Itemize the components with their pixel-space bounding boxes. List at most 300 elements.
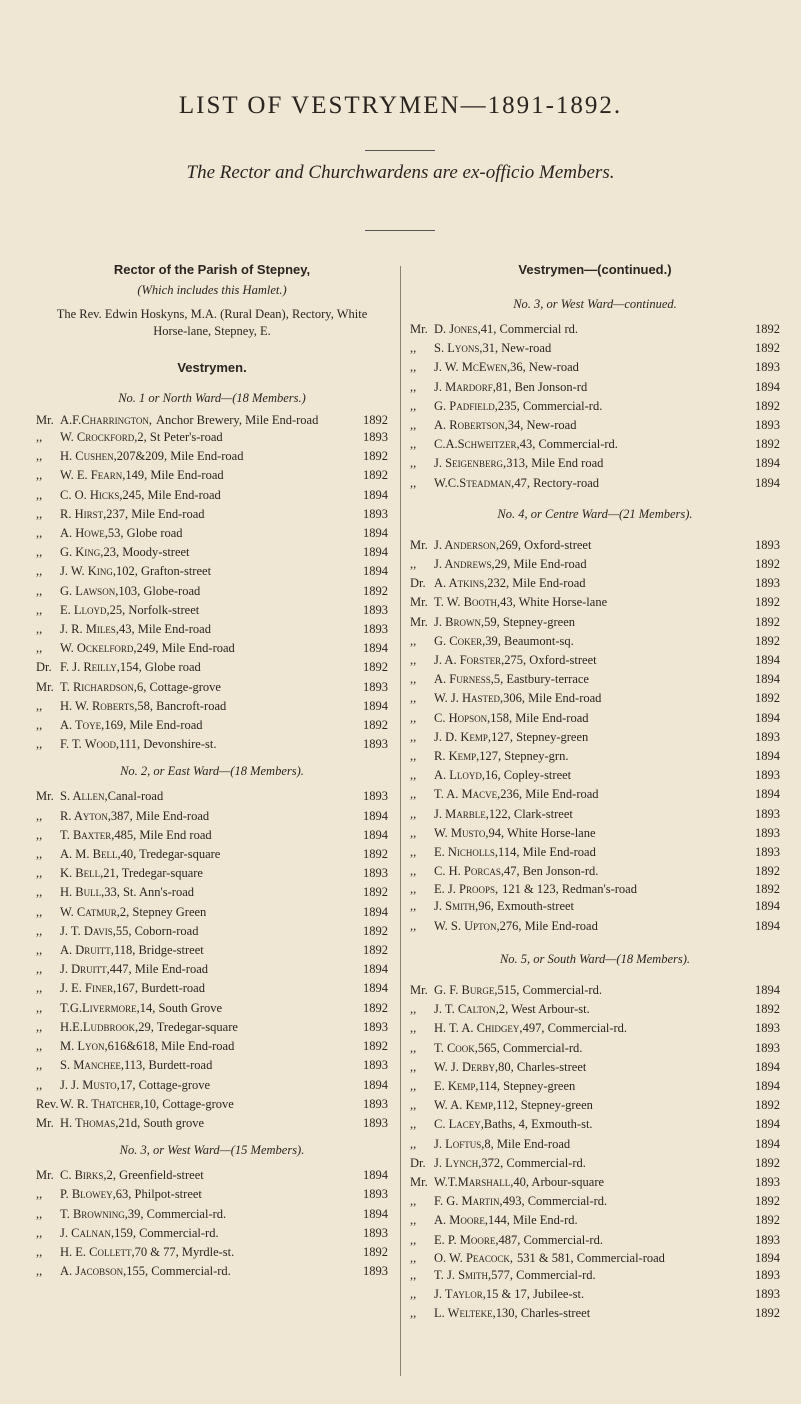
member-year: 1892 xyxy=(363,885,388,900)
member-address: 23, Moody-street xyxy=(103,545,190,560)
member-prefix: ,, xyxy=(410,1098,417,1113)
member-name: A. Lloyd, xyxy=(434,768,486,783)
member-row xyxy=(36,658,388,677)
member-prefix: ,, xyxy=(410,1021,417,1036)
member-address: 565, Commercial-rd. xyxy=(477,1040,583,1055)
member-name: G. Coker, xyxy=(434,633,486,648)
vestrymen-heading: Vestrymen. xyxy=(177,360,247,375)
ward2-list xyxy=(36,787,388,1133)
member-address: 47, Ben Jonson-rd. xyxy=(503,864,599,879)
member-name: J. W. King, xyxy=(60,564,116,579)
member-prefix: Mr. xyxy=(36,1168,54,1183)
member-address: 497, Commercial-rd. xyxy=(522,1021,628,1036)
member-name: T. J. Smith, xyxy=(434,1267,492,1282)
member-address: 111, Devonshire-st. xyxy=(119,737,217,752)
member-prefix: ,, xyxy=(410,398,417,413)
member-year: 1894 xyxy=(755,982,780,997)
member-year: 1892 xyxy=(755,322,780,336)
member-prefix: ,, xyxy=(410,1267,417,1282)
member-name: A.F.Charrington, xyxy=(60,413,153,427)
member-row xyxy=(36,1262,388,1281)
member-prefix: ,, xyxy=(410,729,417,744)
member-year: 1894 xyxy=(363,808,388,823)
member-year: 1894 xyxy=(755,475,780,490)
member-name: J. T. Calton, xyxy=(434,1002,499,1017)
member-row xyxy=(410,881,780,897)
member-row xyxy=(410,824,780,843)
member-address: 40, Tredegar-square xyxy=(120,847,221,862)
member-prefix: ,, xyxy=(410,768,417,783)
member-row xyxy=(410,1192,780,1211)
member-year: 1893 xyxy=(755,825,780,840)
member-prefix: ,, xyxy=(36,904,43,919)
member-row xyxy=(410,1250,780,1266)
member-address: 306, Mile End-road xyxy=(503,691,602,706)
member-year: 1893 xyxy=(755,806,780,821)
member-address: 33, St. Ann's-road xyxy=(104,885,194,900)
member-prefix: ,, xyxy=(36,1187,43,1202)
member-row xyxy=(36,524,388,543)
member-row xyxy=(410,555,780,574)
member-year: 1894 xyxy=(755,1117,780,1132)
member-prefix: Dr. xyxy=(36,660,52,675)
member-row xyxy=(410,339,780,358)
member-prefix: ,, xyxy=(410,456,417,471)
member-address: 29, Tredegar-square xyxy=(138,1019,238,1034)
member-year: 1894 xyxy=(363,1077,388,1092)
member-row xyxy=(410,805,780,824)
member-prefix: Rev. xyxy=(36,1096,59,1111)
ward3-heading: No. 3, or West Ward—(15 Members). xyxy=(119,1143,305,1158)
member-address: 493, Commercial-rd. xyxy=(502,1194,608,1209)
member-year: 1893 xyxy=(363,1225,388,1240)
member-name: H.E.Ludbrook, xyxy=(60,1019,139,1034)
member-year: 1893 xyxy=(363,1019,388,1034)
member-address: 313, Mile End road xyxy=(506,456,604,471)
member-year: 1892 xyxy=(755,398,780,413)
member-address: 531 & 581, Commercial-road xyxy=(517,1250,665,1265)
member-name: H. Thomas, xyxy=(60,1115,119,1130)
member-address: 616&618, Mile End-road xyxy=(107,1039,235,1054)
member-address: 58, Bancroft-road xyxy=(137,698,227,713)
member-name: W. Crockford, xyxy=(60,430,138,444)
member-name: W. Catmur, xyxy=(60,904,120,919)
member-prefix: ,, xyxy=(410,1078,417,1093)
member-row xyxy=(36,639,388,658)
member-year: 1892 xyxy=(755,1002,780,1017)
member-year: 1892 xyxy=(755,1194,780,1209)
member-prefix: ,, xyxy=(410,557,417,572)
member-address: Baths, 4, Exmouth-st. xyxy=(483,1117,593,1132)
member-name: J. A. Forster, xyxy=(434,653,505,668)
member-prefix: Mr. xyxy=(410,1174,428,1189)
member-prefix: ,, xyxy=(410,749,417,764)
member-name: H. W. Roberts, xyxy=(60,698,138,713)
member-address: 6, Cottage-grove xyxy=(136,679,221,694)
member-name: W. Ockelford, xyxy=(60,641,137,656)
member-year: 1892 xyxy=(363,943,388,958)
member-year: 1892 xyxy=(755,1155,780,1170)
member-row xyxy=(410,613,780,632)
member-name: J. Mardorf, xyxy=(434,379,496,394)
member-prefix: ,, xyxy=(410,825,417,840)
member-prefix: ,, xyxy=(410,360,417,375)
member-row xyxy=(36,1205,388,1224)
member-row xyxy=(36,922,388,941)
member-prefix: ,, xyxy=(410,1250,417,1265)
member-row xyxy=(410,593,780,612)
member-address: 207&209, Mile End-road xyxy=(116,449,244,464)
member-row xyxy=(36,979,388,998)
member-name: A. M. Bell, xyxy=(60,847,121,862)
member-prefix: ,, xyxy=(410,437,417,452)
member-row xyxy=(410,378,780,397)
member-row xyxy=(410,917,780,936)
member-year: 1894 xyxy=(755,918,780,933)
member-name: J. Seigenberg, xyxy=(434,456,507,471)
member-name: R. Ayton, xyxy=(60,808,111,823)
member-address: 21, Tredegar-square xyxy=(103,866,203,881)
member-row xyxy=(36,1114,388,1133)
member-row xyxy=(410,1135,780,1154)
member-year: 1894 xyxy=(363,487,388,502)
ward5-list xyxy=(410,981,780,1323)
member-name: J. Andrews, xyxy=(434,557,495,572)
member-prefix: ,, xyxy=(36,1019,43,1034)
member-address: Anchor Brewery, Mile End-road xyxy=(156,413,319,427)
member-year: 1894 xyxy=(363,827,388,842)
member-prefix: ,, xyxy=(410,418,417,433)
member-address: 43, Mile End-road xyxy=(118,622,211,637)
member-address: 43, White Horse-lane xyxy=(500,595,608,610)
member-address: Canal-road xyxy=(107,789,164,804)
member-year: 1892 xyxy=(755,595,780,610)
member-name: J. Anderson, xyxy=(434,537,500,552)
member-row xyxy=(36,582,388,601)
member-year: 1892 xyxy=(755,614,780,629)
member-year: 1894 xyxy=(755,1250,780,1265)
member-prefix: ,, xyxy=(36,827,43,842)
member-year: 1893 xyxy=(363,602,388,617)
member-year: 1894 xyxy=(755,899,780,914)
member-address: 59, Stepney-green xyxy=(484,614,576,629)
ward4-heading: No. 4, or Centre Ward—(21 Members). xyxy=(497,506,693,521)
ward3-continued-list xyxy=(410,320,780,493)
member-year: 1894 xyxy=(755,787,780,802)
member-year: 1894 xyxy=(363,526,388,541)
member-address: 39, Commercial-rd. xyxy=(127,1206,227,1221)
member-name: W.T.Marshall, xyxy=(434,1174,514,1189)
member-row xyxy=(36,412,388,428)
member-prefix: Mr. xyxy=(410,595,428,610)
member-row xyxy=(410,1019,780,1038)
member-name: O. W. Peacock, xyxy=(434,1250,514,1265)
member-year: 1892 xyxy=(755,691,780,706)
member-prefix: ,, xyxy=(410,845,417,860)
ward3-list xyxy=(36,1166,388,1281)
member-prefix: ,, xyxy=(36,622,43,637)
member-name: C.A.Schweitzer, xyxy=(434,437,520,452)
member-row xyxy=(410,785,780,804)
ward5-heading: No. 5, or South Ward—(18 Members). xyxy=(499,951,691,966)
member-prefix: ,, xyxy=(410,633,417,648)
member-address: 144, Mile End-rd. xyxy=(488,1213,578,1228)
member-address: 102, Grafton-street xyxy=(115,564,212,579)
member-row xyxy=(410,747,780,766)
member-name: J. J. Musto, xyxy=(60,1077,120,1092)
member-row xyxy=(410,1211,780,1230)
member-row xyxy=(410,416,780,435)
member-prefix: ,, xyxy=(410,1002,417,1017)
member-prefix: ,, xyxy=(410,787,417,802)
member-prefix: ,, xyxy=(410,672,417,687)
member-name: T. Cook, xyxy=(434,1040,478,1055)
member-address: 2, Stepney Green xyxy=(119,904,207,919)
member-prefix: ,, xyxy=(36,1264,43,1279)
member-row xyxy=(410,1058,780,1077)
member-name: J. T. Davis, xyxy=(60,923,116,938)
right-column xyxy=(410,262,780,1323)
member-row xyxy=(410,574,780,593)
member-name: J. W. McEwen, xyxy=(434,360,511,375)
member-name: W. E. Fearn, xyxy=(60,468,126,483)
member-year: 1892 xyxy=(363,583,388,598)
member-address: 237, Mile End-road xyxy=(106,506,205,521)
member-row xyxy=(410,1096,780,1115)
member-row xyxy=(36,1243,388,1262)
member-prefix: ,, xyxy=(36,808,43,823)
member-address: 122, Clark-street xyxy=(488,806,573,821)
member-name: R. Hirst, xyxy=(60,506,107,521)
member-prefix: ,, xyxy=(410,1040,417,1055)
member-year: 1893 xyxy=(363,1096,388,1111)
member-row xyxy=(36,620,388,639)
member-name: W. R. Thatcher, xyxy=(60,1096,144,1111)
member-row xyxy=(36,505,388,524)
member-address: 103, Globe-road xyxy=(118,583,201,598)
member-row xyxy=(36,826,388,845)
member-name: K. Bell, xyxy=(60,866,104,881)
member-row xyxy=(410,474,780,493)
member-year: 1892 xyxy=(755,864,780,879)
member-address: 80, Charles-street xyxy=(498,1059,587,1074)
ward3-continued-heading: No. 3, or West Ward—continued. xyxy=(513,297,677,311)
member-address: 155, Commercial-rd. xyxy=(126,1264,231,1279)
member-prefix: ,, xyxy=(36,943,43,958)
member-address: 29, Mile End-road xyxy=(494,557,587,572)
member-prefix: Dr. xyxy=(410,576,426,591)
member-prefix: ,, xyxy=(36,641,43,656)
member-row xyxy=(410,651,780,670)
member-name: L. Welteke, xyxy=(434,1306,496,1321)
member-year: 1893 xyxy=(755,1021,780,1036)
member-address: 235, Commercial-rd. xyxy=(497,398,603,413)
member-row xyxy=(36,941,388,960)
member-prefix: ,, xyxy=(36,449,43,464)
member-year: 1894 xyxy=(363,545,388,560)
member-address: 127, Stepney-green xyxy=(491,729,589,744)
member-name: J. R. Miles, xyxy=(60,622,119,637)
member-address: 447, Mile End-road xyxy=(109,962,209,977)
vestrymen-continued-heading: Vestrymen—(continued.) xyxy=(518,262,672,277)
member-address: 39, Beaumont-sq. xyxy=(485,633,574,648)
member-name: A. Moore, xyxy=(434,1213,489,1228)
member-prefix: ,, xyxy=(36,1225,43,1240)
member-year: 1894 xyxy=(755,1078,780,1093)
member-year: 1894 xyxy=(755,379,780,394)
member-name: E. Kemp, xyxy=(434,1078,479,1093)
member-year: 1893 xyxy=(755,1286,780,1301)
member-row xyxy=(36,601,388,620)
member-year: 1894 xyxy=(363,641,388,656)
member-year: 1892 xyxy=(755,1306,780,1321)
member-prefix: ,, xyxy=(36,962,43,977)
member-year: 1892 xyxy=(755,557,780,572)
member-row xyxy=(36,999,388,1018)
member-row xyxy=(410,1304,780,1323)
member-name: T.G.Livermore, xyxy=(60,1000,140,1015)
member-name: H. Cushen, xyxy=(60,449,117,464)
member-name: J. Brown, xyxy=(434,614,485,629)
member-year: 1893 xyxy=(755,537,780,552)
member-name: W. J. Hasted, xyxy=(434,691,504,706)
member-name: E. Nicholls, xyxy=(434,845,499,860)
member-prefix: ,, xyxy=(410,1194,417,1209)
member-prefix: ,, xyxy=(36,526,43,541)
rector-heading: Rector of the Parish of Stepney, xyxy=(113,262,311,277)
member-address: 16, Copley-street xyxy=(485,768,572,783)
member-prefix: ,, xyxy=(410,806,417,821)
member-name: W. S. Upton, xyxy=(434,918,500,933)
member-prefix: Dr. xyxy=(410,1155,426,1170)
member-prefix: ,, xyxy=(36,698,43,713)
divider-rule-bottom xyxy=(365,230,435,231)
member-row xyxy=(36,845,388,864)
member-prefix: Mr. xyxy=(410,537,428,552)
member-name: C. O. Hicks, xyxy=(60,487,123,502)
member-row xyxy=(410,1115,780,1134)
member-row xyxy=(36,428,388,447)
member-address: 53, Globe road xyxy=(107,526,183,541)
member-name: P. Blowey, xyxy=(60,1187,116,1202)
member-name: F. J. Reilly, xyxy=(60,660,120,675)
member-prefix: Mr. xyxy=(410,322,428,336)
ward2-heading: No. 2, or East Ward—(18 Members). xyxy=(120,764,304,779)
member-year: 1893 xyxy=(755,1232,780,1247)
member-address: 245, Mile End-road xyxy=(122,487,221,502)
member-year: 1894 xyxy=(363,1168,388,1183)
member-year: 1892 xyxy=(363,413,388,427)
member-address: 5, Eastbury-terrace xyxy=(493,672,589,687)
member-prefix: ,, xyxy=(36,487,43,502)
member-name: J. Loftus, xyxy=(434,1136,485,1151)
member-address: 276, Mile End-road xyxy=(499,918,598,933)
member-row xyxy=(410,632,780,651)
member-name: J. Druitt, xyxy=(60,962,110,977)
member-row xyxy=(36,960,388,979)
member-prefix: ,, xyxy=(36,602,43,617)
member-prefix: ,, xyxy=(36,1039,43,1054)
member-prefix: ,, xyxy=(410,1306,417,1321)
member-address: 70 & 77, Myrdle-st. xyxy=(134,1244,235,1259)
member-prefix: ,, xyxy=(410,475,417,490)
member-prefix: ,, xyxy=(36,847,43,862)
member-year: 1892 xyxy=(363,468,388,483)
member-year: 1892 xyxy=(755,341,780,356)
member-year: 1892 xyxy=(363,449,388,464)
member-prefix: Mr. xyxy=(36,679,54,694)
member-address: 515, Commercial-rd. xyxy=(497,982,602,997)
member-name: S. Manchee, xyxy=(60,1058,124,1073)
member-year: 1894 xyxy=(755,749,780,764)
member-name: A. Toye, xyxy=(60,718,105,733)
member-year: 1892 xyxy=(755,437,780,452)
member-year: 1892 xyxy=(755,882,780,897)
member-name: J. Marble, xyxy=(434,806,489,821)
member-address: 8, Mile End-road xyxy=(484,1136,571,1151)
member-name: D. Jones, xyxy=(434,322,481,336)
page-title: LIST OF VESTRYMEN—1891-1892. xyxy=(178,92,623,119)
member-name: W. A. Kemp, xyxy=(434,1098,497,1113)
member-address: 113, Burdett-road xyxy=(123,1058,213,1073)
member-prefix: ,, xyxy=(410,1286,417,1301)
member-prefix: ,, xyxy=(36,737,43,752)
member-prefix: Mr. xyxy=(410,982,428,997)
member-year: 1893 xyxy=(363,737,388,752)
member-row xyxy=(410,1077,780,1096)
member-address: 15 & 17, Jubilee-st. xyxy=(485,1286,585,1301)
member-address: 275, Oxford-street xyxy=(504,653,597,668)
member-row xyxy=(410,1039,780,1058)
member-name: A. Druitt, xyxy=(60,943,114,958)
member-year: 1893 xyxy=(755,1174,780,1189)
member-row xyxy=(36,466,388,485)
member-row xyxy=(410,454,780,473)
member-name: F. G. Martin, xyxy=(434,1194,503,1209)
member-address: 269, Oxford-street xyxy=(499,537,592,552)
member-row xyxy=(410,397,780,416)
member-name: T. A. Macve, xyxy=(434,787,501,802)
member-address: 10, Cottage-grove xyxy=(143,1096,234,1111)
member-name: W. Musto, xyxy=(434,825,489,840)
member-prefix: ,, xyxy=(410,1117,417,1132)
member-row xyxy=(410,1000,780,1019)
rector-note: (Which includes this Hamlet.) xyxy=(137,283,287,297)
member-row xyxy=(36,1037,388,1056)
member-name: E. Lloyd, xyxy=(60,602,110,617)
member-name: J. Smith, xyxy=(434,899,479,914)
left-column xyxy=(36,262,388,1281)
member-prefix: ,, xyxy=(410,341,417,356)
member-year: 1894 xyxy=(755,456,780,471)
ward1-list xyxy=(36,412,388,754)
member-row xyxy=(410,1173,780,1192)
member-address: 17, Cottage-grove xyxy=(119,1077,211,1092)
member-prefix: ,, xyxy=(36,430,43,444)
member-address: 96, Exmouth-street xyxy=(478,899,575,914)
ward4-list xyxy=(410,536,780,936)
member-address: 249, Mile End-road xyxy=(136,641,235,656)
member-year: 1894 xyxy=(363,962,388,977)
member-prefix: Mr. xyxy=(36,413,54,427)
member-row xyxy=(36,447,388,466)
member-address: 36, New-road xyxy=(510,360,579,375)
member-year: 1892 xyxy=(363,923,388,938)
member-year: 1894 xyxy=(363,981,388,996)
member-row xyxy=(410,1266,780,1285)
member-prefix: ,, xyxy=(36,866,43,881)
member-address: 487, Commercial-rd. xyxy=(498,1232,603,1247)
